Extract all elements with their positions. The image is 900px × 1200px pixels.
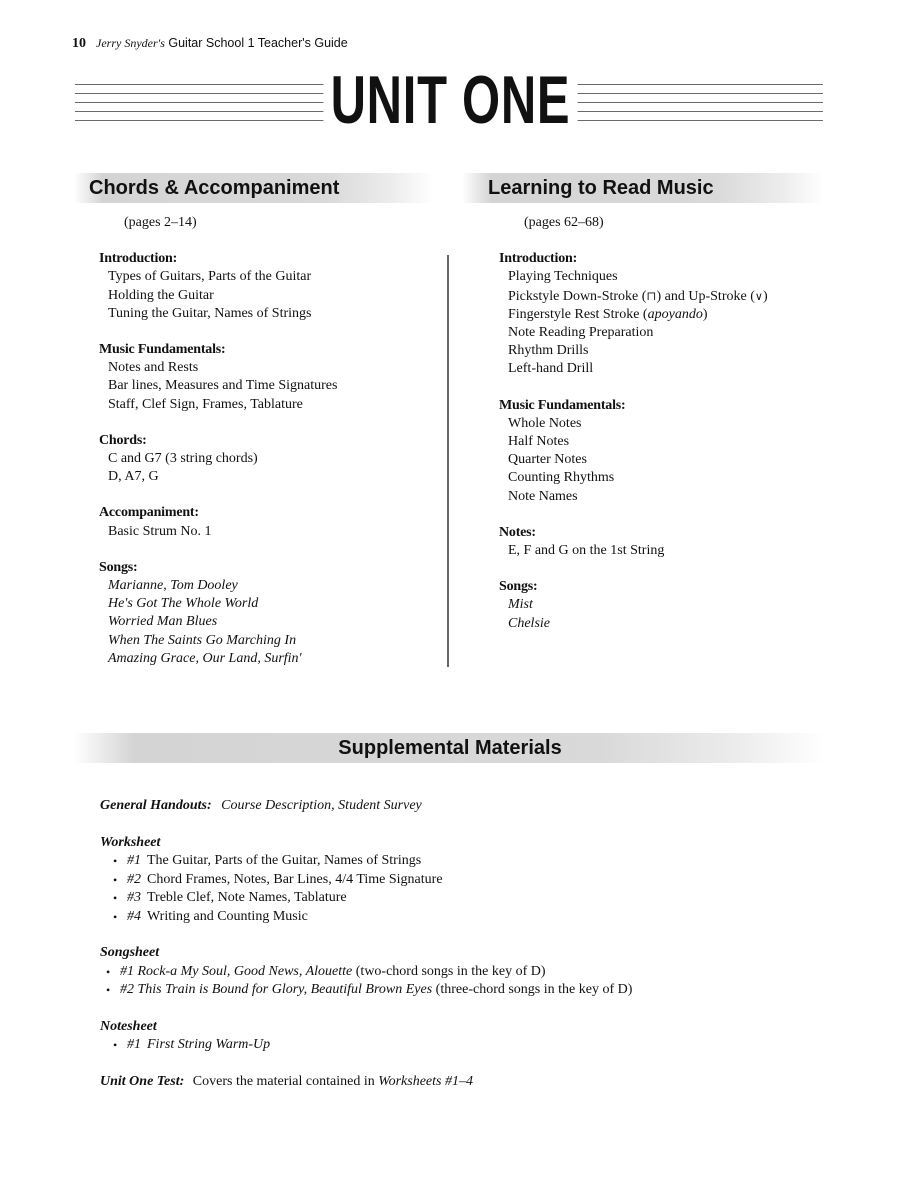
right-section-music-fundamentals	[499, 397, 819, 506]
pickstyle-text-2: ) and Up-Stroke (	[656, 288, 755, 304]
right-section-songs	[499, 578, 819, 633]
section-title: Songs:	[99, 559, 138, 575]
apoyando-text: apoyando	[647, 306, 703, 322]
song-title: Worried Man Blues	[108, 614, 218, 630]
supplemental-materials	[100, 797, 820, 1109]
section-title: Chords:	[99, 432, 147, 448]
list-item: Basic Strum No. 1	[108, 523, 212, 539]
fingerstyle-text: Fingerstyle Rest Stroke (	[508, 306, 648, 322]
notesheet-block	[100, 1018, 820, 1055]
left-section-chords	[99, 432, 444, 487]
pickstyle-text: Pickstyle Down-Stroke (	[508, 288, 647, 304]
left-column	[99, 214, 444, 686]
section-title: Music Fundamentals:	[499, 397, 626, 413]
songsheet-label: Songsheet	[100, 945, 160, 960]
song-title: When The Saints Go Marching In	[108, 632, 297, 648]
unit-test-text: Covers the material contained in	[192, 1073, 379, 1089]
worksheet-num: #1	[127, 853, 141, 868]
song-title: Amazing Grace, Our Land, Surfin'	[108, 650, 302, 666]
songsheet-note: (two-chord songs in the key of D)	[352, 963, 546, 979]
unit-title-text: UNIT ONE	[323, 62, 577, 138]
list-item	[100, 963, 820, 982]
fingerstyle-text-2: )	[702, 306, 708, 322]
down-stroke-icon: ⊓	[646, 288, 657, 303]
song-title: Mist	[508, 597, 533, 613]
songsheet-title: #2 This Train is Bound for Glory, Beautiful Brown Eyes	[120, 982, 433, 997]
list-item: Quarter Notes	[508, 452, 587, 468]
left-heading-text: Chords & Accompaniment	[89, 177, 340, 199]
book-title-text: Guitar School 1 Teacher's Guide	[168, 36, 348, 50]
learning-to-read-music-heading	[462, 173, 824, 203]
list-item: E, F and G on the 1st String	[508, 543, 665, 559]
list-item: Bar lines, Measures and Time Signatures	[108, 378, 338, 394]
bullet: •	[113, 891, 118, 905]
right-section-introduction	[499, 250, 819, 378]
section-title: Introduction:	[99, 251, 178, 267]
list-item: Tuning the Guitar, Names of Strings	[108, 305, 312, 321]
section-title: Music Fundamentals:	[99, 342, 226, 358]
list-item: Counting Rhythms	[508, 470, 615, 486]
general-handouts-text: Course Description, Student Survey	[221, 798, 422, 813]
chords-accompaniment-heading	[74, 173, 434, 203]
worksheet-label: Worksheet	[100, 834, 161, 850]
list-item-fingerstyle	[499, 306, 819, 324]
list-item: Types of Guitars, Parts of the Guitar	[108, 269, 312, 285]
unit-test-ref: Worksheets #1–4	[378, 1073, 473, 1089]
unit-test	[100, 1073, 820, 1092]
author-name: Jerry Snyder's	[96, 36, 165, 50]
list-item	[100, 852, 820, 871]
bullet: •	[113, 872, 118, 887]
list-item: Holding the Guitar	[108, 287, 214, 303]
worksheet-num: #2	[127, 871, 141, 887]
supplemental-materials-heading	[74, 733, 826, 763]
list-item: D, A7, G	[108, 469, 159, 485]
section-title: Introduction:	[499, 251, 578, 267]
left-section-music-fundamentals	[99, 341, 444, 414]
supplemental-heading-text: Supplemental Materials	[338, 737, 562, 759]
column-divider	[447, 255, 449, 667]
list-item: Staff, Clef Sign, Frames, Tablature	[108, 396, 303, 412]
general-handouts	[100, 797, 820, 816]
unit-test-label: Unit One Test:	[100, 1073, 185, 1089]
list-item: Notes and Rests	[108, 360, 199, 376]
bullet: •	[106, 983, 111, 997]
left-section-songs	[99, 559, 444, 668]
left-pages: (pages 2–14)	[124, 215, 197, 230]
section-title: Songs:	[499, 579, 538, 595]
bullet: •	[106, 964, 111, 979]
right-heading-text: Learning to Read Music	[488, 177, 714, 199]
list-item	[100, 981, 820, 1000]
list-item	[100, 889, 820, 908]
pickstyle-text-3: )	[762, 288, 768, 304]
list-item: Half Notes	[508, 434, 570, 450]
right-section-notes	[499, 524, 819, 560]
song-title: Marianne, Tom Dooley	[108, 578, 238, 594]
right-pages: (pages 62–68)	[524, 215, 604, 230]
notesheet-text: First String Warm-Up	[147, 1037, 271, 1052]
worksheet-text: Treble Clef, Note Names, Tablature	[147, 890, 347, 905]
worksheet-block	[100, 834, 820, 927]
section-title: Notes:	[499, 524, 536, 540]
song-title: He's Got The Whole World	[108, 596, 259, 612]
worksheet-num: #3	[127, 890, 141, 905]
worksheet-num: #4	[127, 908, 141, 924]
bullet: •	[113, 1038, 118, 1052]
list-item: Playing Techniques	[508, 269, 618, 285]
notesheet-num: #1	[127, 1037, 141, 1052]
unit-title	[0, 62, 900, 138]
general-handouts-label: General Handouts:	[100, 798, 212, 813]
list-item-pickstyle	[499, 287, 819, 306]
right-column	[499, 214, 819, 651]
song-title: Chelsie	[508, 615, 550, 631]
left-section-introduction	[99, 250, 444, 323]
worksheet-text: Chord Frames, Notes, Bar Lines, 4/4 Time Signature	[147, 871, 443, 887]
page-number: 10	[72, 36, 86, 51]
list-item: C and G7 (3 string chords)	[108, 451, 258, 467]
list-item: Whole Notes	[508, 415, 582, 431]
songsheet-block	[100, 944, 820, 1000]
list-item: Left-hand Drill	[508, 361, 594, 377]
running-header	[72, 36, 348, 52]
left-section-accompaniment	[99, 504, 444, 540]
book-title	[96, 36, 348, 51]
notesheet-label: Notesheet	[100, 1018, 157, 1034]
list-item: Note Reading Preparation	[508, 325, 654, 341]
bullet: •	[113, 909, 118, 924]
list-item	[100, 908, 820, 927]
worksheet-text: The Guitar, Parts of the Guitar, Names of Strings	[147, 853, 422, 868]
section-title: Accompaniment:	[99, 505, 199, 521]
songsheet-title: #1 Rock-a My Soul, Good News, Alouette	[120, 963, 353, 979]
list-item: Note Names	[508, 488, 578, 504]
bullet: •	[113, 854, 118, 868]
list-item	[100, 871, 820, 890]
songsheet-note: (three-chord songs in the key of D)	[432, 982, 633, 997]
list-item: Rhythm Drills	[508, 343, 589, 359]
list-item	[100, 1036, 820, 1055]
worksheet-text: Writing and Counting Music	[147, 908, 308, 924]
up-stroke-icon: ∨	[754, 290, 763, 303]
